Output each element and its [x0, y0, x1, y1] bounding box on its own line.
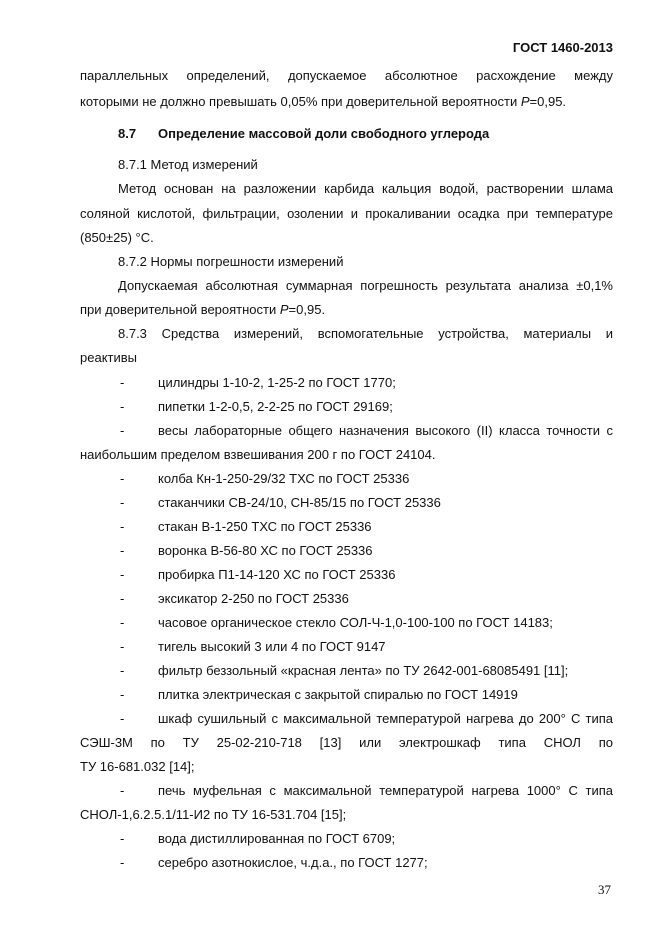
probability-symbol: P: [520, 94, 530, 109]
list-item-continuation: ТУ 16-681.032 [14];: [80, 759, 195, 774]
list-item-continuation: СНОЛ-1,6.2.5.1/11-И2 по ТУ 16-531.704 [15];: [80, 807, 347, 822]
subsection-heading: 8.7.1 Метод измерений: [118, 157, 258, 172]
list-item-text: пробирка П1-14-120 ХС по ГОСТ 25336: [158, 567, 396, 582]
list-item-text: пипетки 1-2-0,5, 2-2-25 по ГОСТ 29169;: [158, 399, 393, 414]
paragraph-line: Метод основан на разложении карбида кальция водой, растворении шлама: [118, 181, 613, 196]
list-bullet: -: [120, 543, 125, 558]
paragraph-line: (850±25) °С.: [80, 230, 154, 245]
list-bullet: -: [120, 591, 125, 606]
paragraph-line: реактивы: [80, 350, 137, 365]
list-bullet: -: [120, 495, 125, 510]
list-item-text: шкаф сушильный с максимальной температурой нагрева до 200° С типа: [158, 711, 613, 726]
list-bullet: -: [120, 399, 125, 414]
list-item-text: фильтр беззольный «красная лента» по ТУ 2642-001-68085491 [11];: [158, 663, 569, 678]
list-bullet: -: [120, 567, 125, 582]
list-bullet: -: [120, 471, 125, 486]
list-bullet: -: [120, 375, 125, 390]
list-item-text: цилиндры 1-10-2, 1-25-2 по ГОСТ 1770;: [158, 375, 396, 390]
list-item-continuation: СЭШ-3М по ТУ 25-02-210-718 [13] или электрошкаф типа СНОЛ по: [80, 735, 613, 750]
list-bullet: -: [120, 519, 125, 534]
text: =0,95.: [529, 94, 567, 109]
list-item-continuation: наибольшим пределом взвешивания 200 г по ГОСТ 24104.: [80, 447, 436, 462]
list-bullet: -: [120, 855, 125, 870]
list-bullet: -: [120, 711, 125, 726]
list-item-text: серебро азотнокислое, ч.д.а., по ГОСТ 1277;: [158, 855, 428, 870]
page-number: 37: [598, 882, 611, 897]
list-item-text: тигель высокий 3 или 4 по ГОСТ 9147: [158, 639, 386, 654]
list-item-text: эксикатор 2-250 по ГОСТ 25336: [158, 591, 349, 606]
list-bullet: -: [120, 687, 125, 702]
list-bullet: -: [120, 423, 125, 438]
list-bullet: -: [120, 663, 125, 678]
list-bullet: -: [120, 615, 125, 630]
paragraph-line: Допускаемая абсолютная суммарная погрешность результата анализа ±0,1%: [118, 278, 613, 293]
text: которыми не должно превышать 0,05% при доверительной вероятности: [80, 94, 521, 109]
list-item-text: плитка электрическая с закрытой спиралью по ГОСТ 14919: [158, 687, 518, 702]
subsection-heading: 8.7.2 Нормы погрешности измерений: [118, 254, 344, 269]
paragraph-line: соляной кислотой, фильтрации, озолении и прокаливании осадка при температуре: [80, 206, 613, 221]
list-bullet: -: [120, 783, 125, 798]
list-item-text: воронка В-56-80 ХС по ГОСТ 25336: [158, 543, 373, 558]
text: при доверительной вероятности: [80, 302, 280, 317]
section-number: 8.7: [118, 126, 137, 141]
probability-symbol: P: [279, 302, 289, 317]
document-id: ГОСТ 1460-2013: [512, 40, 613, 55]
list-item-text: часовое органическое стекло СОЛ-Ч-1,0-100-100 по ГОСТ 14183;: [158, 615, 553, 630]
list-item-text: печь муфельная с максимальной температурой нагрева 1000° С типа: [158, 783, 613, 798]
paragraph-line: [80, 302, 613, 318]
list-item-text: вода дистиллированная по ГОСТ 6709;: [158, 831, 396, 846]
section-title: Определение массовой доли свободного углерода: [158, 126, 490, 141]
paragraph-line: [80, 94, 613, 110]
list-bullet: -: [120, 639, 125, 654]
list-item-text: колба Кн-1-250-29/32 ТХС по ГОСТ 25336: [158, 471, 410, 486]
paragraph-line: параллельных определений, допускаемое абсолютное расхождение между: [80, 68, 613, 83]
list-item-text: весы лабораторные общего назначения высокого (II) класса точности с: [158, 423, 613, 438]
list-item-text: стакан В-1-250 ТХС по ГОСТ 25336: [158, 519, 372, 534]
text: =0,95.: [288, 302, 326, 317]
list-item-text: стаканчики СВ-24/10, СН-85/15 по ГОСТ 25336: [158, 495, 441, 510]
subsection-heading: 8.7.3 Средства измерений, вспомогательные устройства, материалы и: [118, 326, 613, 341]
list-bullet: -: [120, 831, 125, 846]
